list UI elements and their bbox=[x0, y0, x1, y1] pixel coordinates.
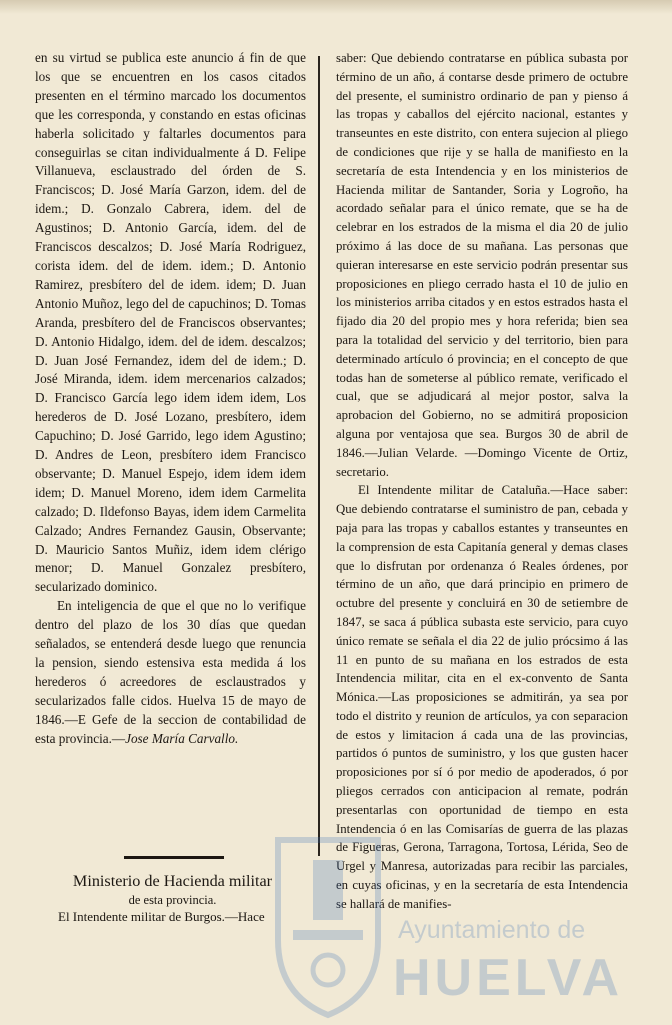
column-divider bbox=[318, 56, 320, 856]
left-column bbox=[35, 49, 306, 749]
right-paragraph-1: saber: Que debiendo contratarse en pública subasta por término de un año, á contarse desde primero de octubre del presente, el suministro ordinario de pan y pienso á las tropas y caballos del ejército nacional, estantes y transeuntes en este distrito, con entera sujecion al pliego de condiciones que rije y se halla de manifiesto en la secretaría de esta Intendencia y en los ministerios de Hacienda militar de Santander, Soria y Logroño, ha acordado señalar para el único remate, que se ha de celebrar en los estrados de la misma el dia 20 de julio próximo á las doce de su mañana. Las personas que quieran interesarse en este servicio podrán presentar sus proposiciones en pliego cerrado hasta el 10 de julio en los ministerios arriba citados y en estos estrados hasta el fijado dia 20 del propio mes y hora referida; bien sea para la totalidad del servicio y del territorio, bien para determinado artículo ó provincia; en el concepto de que todas han de someterse al público remate, verificado el cual, que se adjudicará al mejor postor, salva la aprobacion del Gobierno, no se admitirá proposicion alguna por ventajosa que sea. Burgos 30 de abril de 1846.—Julian Velarde. —Domingo Vicente de Ortiz, secretario. bbox=[336, 51, 628, 479]
right-paragraph-2: El Intendente militar de Cataluña.—Hace saber: Que debiendo contratarse el suministro de pan, cebada y paja para las tropas y caballos estantes y transeuntes en la comprension de esta Capitanía general y demas clases que lo disfrutan por ordenanza ó Reales órdenes, por término de un año, que dará principio en primero de octubre del presente y concluirá en 30 de setiembre de 1847, se saca á pública subasta este servicio, para cuyo único remate se señala el dia 22 de julio prócsimo á las 11 en punto de su mañana en los estrados de esta Intendencia militar, cita en el ex-convento de Santa Mónica.—Las proposiciones se admitirán, ya sea por todo el distrito y reunion de artículos, ya con separacion de estos y limitacion á cada una de las provincias, partidos ó puntos de suministro, y los que gusten hacer proposiciones por sí ó por medio de apoderados, ó por pliegos cerrados con anticipacion al remate, podrán presentarlas con oportunidad de tiempo en esta Intendencia ó en las Comisarías de guerra de las plazas de Figueras, Gerona, Tarragona, Tortosa, Lérida, Seo de Urgel y Manresa, autorizadas para recibir las parciales, en cuyas oficinas, y en la secretaría de esta Intendencia se hallará de manifies- bbox=[336, 483, 628, 911]
page-edge-shadow bbox=[0, 0, 672, 14]
watermark-line-1: Ayuntamiento de bbox=[398, 916, 586, 944]
signature: Jose María Carvallo. bbox=[125, 730, 239, 746]
left-paragraph-1: en su virtud se publica este anuncio á fin de que los que se encuentren en los casos citados presenten en el término marcado los documentos que les corresponda, y constando en estas oficinas haberla solicitado y faltarles documentos para conseguirlas se citan individualmente á D. Felipe Villanueva, esclaustrado del órden de S. Franciscos; D. José María Garzon, idem. del de idem.; D. Gonzalo Cabrera, idem. del de Agustinos; D. Antonio García, idem. del de Franciscos descalzos; D. José María Rodriguez, corista idem. del de idem. idem.; D. Antonio Ramirez, presbítero del de idem. idem; D. Juan Antonio Muñoz, lego del de capuchinos; D. Tomas Aranda, presbítero del de Franciscos observantes; D. Antonio Hidalgo, idem. del de idem. descalzos; D. Juan José Fernandez, idem del de idem.; D. José Miranda, idem. idem mercenarios calzados; D. Francisco García lego idem idem idem, Los herederos de D. José Lozano, presbítero, idem Capuchino; D. José Garrido, lego idem Agustino; D. Andres de Leon, presbítero idem Francisco observante; D. Manuel Espejo, idem idem idem idem; D. Manuel Moreno, idem idem Carmelita calzado; D. Ildefonso Bayas, idem idem Carmelita Calzado; Andres Fernandez Gausin, Observante; D. Mauricio Santos Muñiz, idem idem clérigo menor; D. Manuel Gonzalez presbítero, secularizado dominico. bbox=[35, 50, 306, 595]
section-subheading: de esta provincia. bbox=[128, 893, 217, 907]
section-heading: Ministerio de Hacienda militar bbox=[72, 872, 273, 890]
left-paragraph-2-text: En inteligencia de que el que no lo verifique dentro del plazo de los 30 días que quedan señalados, se entenderá desde luego que renuncia la pension, siendo estensiva esta medida á los herederos ó acreedores de esclaustrados y secularizados falle cidos. Huelva 15 de mayo de 1846.—E Gefe de la seccion de contabilidad de esta provincia.— bbox=[35, 598, 306, 746]
left-last-line: El Intendente militar de Burgos.—Hace bbox=[58, 909, 265, 924]
right-column bbox=[336, 49, 628, 914]
left-paragraph-2 bbox=[35, 597, 306, 748]
section-rule bbox=[124, 856, 224, 859]
watermark-line-2: HUELVA bbox=[393, 949, 624, 1007]
